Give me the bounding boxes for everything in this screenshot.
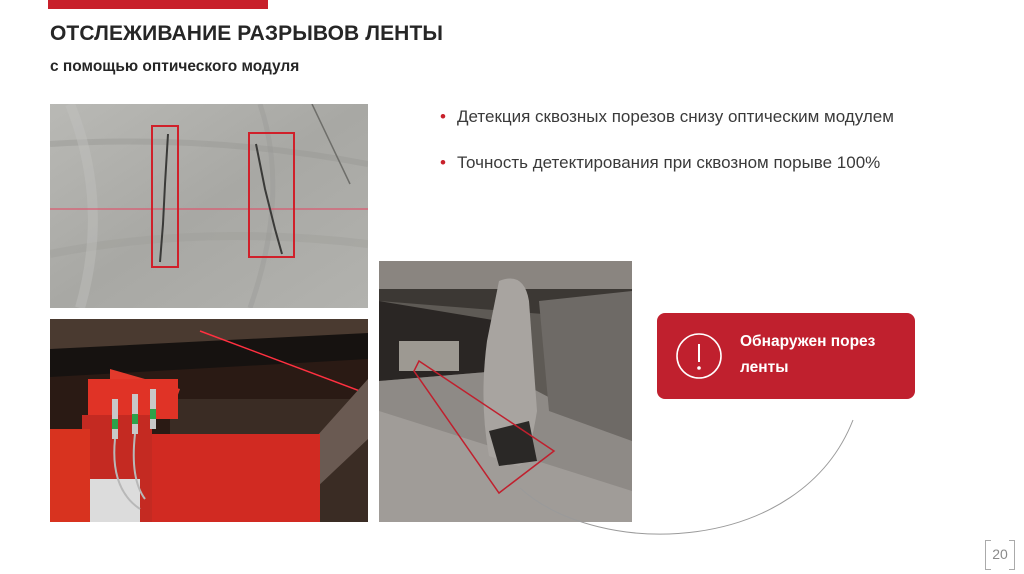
alert-text: Обнаружен порез ленты bbox=[740, 333, 876, 376]
exclamation-circle-icon bbox=[675, 332, 723, 380]
bullet-text: Точность детектирования при сквозном порыве 100% bbox=[457, 153, 881, 172]
page-number-bracket-right bbox=[1009, 540, 1015, 570]
page-number-bracket-left bbox=[985, 540, 991, 570]
bullet-item bbox=[440, 150, 910, 176]
bullet-item bbox=[440, 104, 910, 130]
page-subtitle: с помощью оптического модуля bbox=[50, 58, 300, 75]
top-accent-bar bbox=[48, 0, 268, 9]
bullet-text: Детекция сквозных порезов снизу оптическим модулем bbox=[457, 107, 894, 126]
bullet-dot-icon: • bbox=[440, 107, 446, 126]
belt-tunnel-cut-photo bbox=[379, 261, 632, 522]
page-title: ОТСЛЕЖИВАНИЕ РАЗРЫВОВ ЛЕНТЫ bbox=[50, 22, 444, 45]
page-number bbox=[985, 540, 1015, 568]
bullet-list bbox=[440, 104, 910, 196]
cut-detected-alert bbox=[657, 313, 915, 399]
belt-cuts-photo bbox=[50, 104, 368, 308]
bullet-dot-icon: • bbox=[440, 153, 446, 172]
page-number-value: 20 bbox=[992, 546, 1008, 562]
optical-module-photo bbox=[50, 319, 368, 522]
